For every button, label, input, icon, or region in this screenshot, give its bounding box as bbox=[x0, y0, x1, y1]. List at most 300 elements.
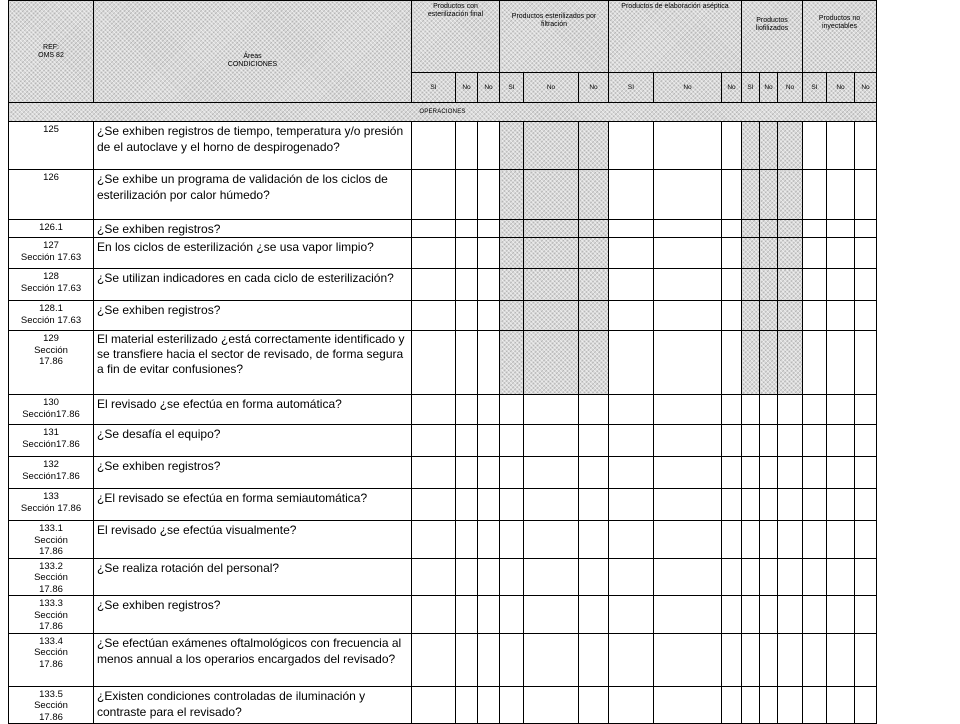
answer-cell[interactable] bbox=[524, 301, 579, 331]
answer-cell[interactable] bbox=[412, 269, 456, 301]
answer-cell[interactable] bbox=[654, 395, 722, 425]
col-header-yes: SI bbox=[412, 73, 456, 103]
answer-cell[interactable] bbox=[456, 521, 478, 559]
header-row-groups bbox=[9, 1, 877, 73]
areas-header bbox=[94, 1, 412, 103]
answer-cell[interactable] bbox=[742, 457, 760, 489]
answer-cell[interactable] bbox=[456, 425, 478, 457]
answer-cell[interactable] bbox=[855, 558, 877, 596]
answer-cell[interactable] bbox=[827, 269, 855, 301]
answer-cell[interactable] bbox=[579, 301, 609, 331]
answer-cell[interactable] bbox=[778, 521, 803, 559]
answer-cell[interactable] bbox=[803, 269, 827, 301]
answer-cell[interactable] bbox=[742, 633, 760, 686]
answer-cell[interactable] bbox=[742, 301, 760, 331]
question-text: ¿Se desafía el equipo? bbox=[94, 425, 412, 457]
answer-cell[interactable] bbox=[412, 170, 456, 220]
answer-cell[interactable] bbox=[478, 686, 500, 724]
checklist-document bbox=[8, 0, 877, 724]
answer-cell[interactable] bbox=[524, 238, 579, 269]
condition-label: CONDICIONES bbox=[227, 60, 278, 68]
answer-cell[interactable] bbox=[722, 331, 742, 395]
answer-cell[interactable] bbox=[778, 269, 803, 301]
item-number: 131 Sección17.86 bbox=[9, 425, 94, 457]
answer-cell[interactable] bbox=[579, 457, 609, 489]
ref-header bbox=[9, 1, 94, 103]
col-header-no: No bbox=[579, 73, 609, 103]
item-number: 133.5 Sección 17.86 bbox=[9, 686, 94, 724]
answer-cell[interactable] bbox=[654, 122, 722, 170]
answer-cell[interactable] bbox=[803, 558, 827, 596]
answer-cell[interactable] bbox=[478, 301, 500, 331]
answer-cell[interactable] bbox=[478, 425, 500, 457]
answer-cell[interactable] bbox=[760, 170, 778, 220]
answer-cell[interactable] bbox=[500, 238, 524, 269]
answer-cell[interactable] bbox=[778, 331, 803, 395]
question-text: ¿Se realiza rotación del personal? bbox=[94, 558, 412, 596]
answer-cell[interactable] bbox=[524, 521, 579, 559]
answer-cell[interactable] bbox=[722, 521, 742, 559]
answer-cell[interactable] bbox=[478, 457, 500, 489]
answer-cell[interactable] bbox=[803, 331, 827, 395]
answer-cell[interactable] bbox=[579, 331, 609, 395]
question-text: ¿Se efectúan exámenes oftalmológicos con frecuencia al menos annual a los operarios encargados del revisado? bbox=[94, 633, 412, 686]
answer-cell[interactable] bbox=[827, 122, 855, 170]
operations-row bbox=[9, 103, 877, 122]
answer-cell[interactable] bbox=[855, 269, 877, 301]
answer-cell[interactable] bbox=[722, 489, 742, 521]
answer-cell[interactable] bbox=[778, 686, 803, 724]
question-text: En los ciclos de esterilización ¿se usa vapor limpio? bbox=[94, 238, 412, 269]
answer-cell[interactable] bbox=[524, 686, 579, 724]
answer-cell[interactable] bbox=[742, 269, 760, 301]
answer-cell[interactable] bbox=[827, 170, 855, 220]
answer-cell[interactable] bbox=[760, 269, 778, 301]
answer-cell[interactable] bbox=[778, 425, 803, 457]
ref-label: REF: bbox=[43, 43, 59, 51]
answer-cell[interactable] bbox=[609, 269, 654, 301]
answer-cell[interactable] bbox=[760, 633, 778, 686]
answer-cell[interactable] bbox=[524, 558, 579, 596]
inspection-table bbox=[8, 0, 877, 724]
question-text: ¿Se exhiben registros? bbox=[94, 220, 412, 238]
answer-cell[interactable] bbox=[722, 558, 742, 596]
answer-cell[interactable] bbox=[609, 558, 654, 596]
answer-cell[interactable] bbox=[778, 457, 803, 489]
answer-cell[interactable] bbox=[478, 269, 500, 301]
answer-cell[interactable] bbox=[855, 521, 877, 559]
answer-cell[interactable] bbox=[609, 686, 654, 724]
answer-cell[interactable] bbox=[654, 558, 722, 596]
answer-cell[interactable] bbox=[500, 301, 524, 331]
answer-cell[interactable] bbox=[803, 220, 827, 238]
answer-cell[interactable] bbox=[722, 220, 742, 238]
answer-cell[interactable] bbox=[609, 331, 654, 395]
answer-cell[interactable] bbox=[456, 633, 478, 686]
answer-cell[interactable] bbox=[760, 489, 778, 521]
answer-cell[interactable] bbox=[500, 558, 524, 596]
answer-cell[interactable] bbox=[827, 220, 855, 238]
answer-cell[interactable] bbox=[742, 170, 760, 220]
answer-cell[interactable] bbox=[803, 521, 827, 559]
answer-cell[interactable] bbox=[524, 170, 579, 220]
answer-cell[interactable] bbox=[579, 220, 609, 238]
answer-cell[interactable] bbox=[722, 170, 742, 220]
answer-cell[interactable] bbox=[500, 170, 524, 220]
answer-cell[interactable] bbox=[803, 596, 827, 634]
answer-cell[interactable] bbox=[760, 301, 778, 331]
answer-cell[interactable] bbox=[500, 521, 524, 559]
answer-cell[interactable] bbox=[524, 220, 579, 238]
answer-cell[interactable] bbox=[722, 238, 742, 269]
answer-cell[interactable] bbox=[742, 395, 760, 425]
answer-cell[interactable] bbox=[579, 122, 609, 170]
answer-cell[interactable] bbox=[827, 425, 855, 457]
answer-cell[interactable] bbox=[827, 558, 855, 596]
answer-cell[interactable] bbox=[412, 558, 456, 596]
answer-cell[interactable] bbox=[609, 395, 654, 425]
answer-cell[interactable] bbox=[803, 633, 827, 686]
answer-cell[interactable] bbox=[579, 170, 609, 220]
answer-cell[interactable] bbox=[524, 331, 579, 395]
item-number: 132 Sección17.86 bbox=[9, 457, 94, 489]
table-row bbox=[9, 122, 877, 170]
col-header-no: No bbox=[456, 73, 478, 103]
answer-cell[interactable] bbox=[478, 521, 500, 559]
answer-cell[interactable] bbox=[742, 521, 760, 559]
operations-header bbox=[9, 103, 877, 122]
answer-cell[interactable] bbox=[456, 596, 478, 634]
answer-cell[interactable] bbox=[654, 301, 722, 331]
group-label: Productos liofilizados bbox=[755, 17, 789, 32]
answer-cell[interactable] bbox=[579, 633, 609, 686]
table-row bbox=[9, 425, 877, 457]
answer-cell[interactable] bbox=[524, 489, 579, 521]
col-header-yes: SI bbox=[500, 73, 524, 103]
answer-cell[interactable] bbox=[722, 633, 742, 686]
answer-cell[interactable] bbox=[412, 686, 456, 724]
answer-cell[interactable] bbox=[855, 457, 877, 489]
item-number: 133.3 Sección 17.86 bbox=[9, 596, 94, 634]
group-header-non-injectable bbox=[803, 1, 877, 73]
ref-code: OMS 82 bbox=[38, 51, 64, 59]
answer-cell[interactable] bbox=[654, 425, 722, 457]
answer-cell[interactable] bbox=[579, 596, 609, 634]
answer-cell[interactable] bbox=[778, 301, 803, 331]
table-row bbox=[9, 269, 877, 301]
answer-cell[interactable] bbox=[500, 686, 524, 724]
answer-cell[interactable] bbox=[456, 122, 478, 170]
group-header-filtration bbox=[500, 1, 609, 73]
item-number: 128.1 Sección 17.63 bbox=[9, 301, 94, 331]
answer-cell[interactable] bbox=[478, 170, 500, 220]
table-row bbox=[9, 489, 877, 521]
answer-cell[interactable] bbox=[478, 596, 500, 634]
answer-cell[interactable] bbox=[456, 301, 478, 331]
answer-cell[interactable] bbox=[579, 269, 609, 301]
answer-cell[interactable] bbox=[803, 301, 827, 331]
answer-cell[interactable] bbox=[722, 122, 742, 170]
answer-cell[interactable] bbox=[412, 301, 456, 331]
answer-cell[interactable] bbox=[456, 269, 478, 301]
group-label: Productos esterilizados por filtración bbox=[511, 13, 597, 28]
answer-cell[interactable] bbox=[478, 122, 500, 170]
answer-cell[interactable] bbox=[827, 331, 855, 395]
answer-cell[interactable] bbox=[827, 686, 855, 724]
answer-cell[interactable] bbox=[803, 457, 827, 489]
answer-cell[interactable] bbox=[456, 489, 478, 521]
answer-cell[interactable] bbox=[827, 633, 855, 686]
item-number: 129 Sección 17.86 bbox=[9, 331, 94, 395]
answer-cell[interactable] bbox=[500, 220, 524, 238]
answer-cell[interactable] bbox=[500, 457, 524, 489]
answer-cell[interactable] bbox=[524, 457, 579, 489]
answer-cell[interactable] bbox=[827, 395, 855, 425]
answer-cell[interactable] bbox=[609, 122, 654, 170]
answer-cell[interactable] bbox=[609, 521, 654, 559]
answer-cell[interactable] bbox=[412, 395, 456, 425]
answer-cell[interactable] bbox=[855, 633, 877, 686]
answer-cell[interactable] bbox=[579, 521, 609, 559]
question-text: El revisado ¿se efectúa en forma automática? bbox=[94, 395, 412, 425]
operations-label: OPERACIONES bbox=[419, 109, 466, 115]
answer-cell[interactable] bbox=[855, 395, 877, 425]
answer-cell[interactable] bbox=[456, 457, 478, 489]
item-number: 133 Sección 17.86 bbox=[9, 489, 94, 521]
answer-cell[interactable] bbox=[827, 521, 855, 559]
answer-cell[interactable] bbox=[778, 558, 803, 596]
answer-cell[interactable] bbox=[412, 238, 456, 269]
answer-cell[interactable] bbox=[760, 596, 778, 634]
answer-cell[interactable] bbox=[778, 596, 803, 634]
answer-cell[interactable] bbox=[654, 521, 722, 559]
col-header-no: No bbox=[855, 73, 877, 103]
answer-cell[interactable] bbox=[742, 122, 760, 170]
answer-cell[interactable] bbox=[778, 489, 803, 521]
answer-cell[interactable] bbox=[855, 331, 877, 395]
answer-cell[interactable] bbox=[500, 489, 524, 521]
col-header-yes: SI bbox=[609, 73, 654, 103]
answer-cell[interactable] bbox=[803, 686, 827, 724]
answer-cell[interactable] bbox=[722, 686, 742, 724]
answer-cell[interactable] bbox=[855, 238, 877, 269]
answer-cell[interactable] bbox=[579, 686, 609, 724]
answer-cell[interactable] bbox=[478, 395, 500, 425]
answer-cell[interactable] bbox=[478, 633, 500, 686]
answer-cell[interactable] bbox=[412, 122, 456, 170]
answer-cell[interactable] bbox=[654, 596, 722, 634]
question-text: ¿Se utilizan indicadores en cada ciclo de esterilización? bbox=[94, 269, 412, 301]
answer-cell[interactable] bbox=[500, 122, 524, 170]
answer-cell[interactable] bbox=[855, 170, 877, 220]
answer-cell[interactable] bbox=[803, 170, 827, 220]
answer-cell[interactable] bbox=[742, 331, 760, 395]
answer-cell[interactable] bbox=[456, 331, 478, 395]
answer-cell[interactable] bbox=[500, 425, 524, 457]
answer-cell[interactable] bbox=[760, 558, 778, 596]
answer-cell[interactable] bbox=[500, 395, 524, 425]
answer-cell[interactable] bbox=[742, 558, 760, 596]
answer-cell[interactable] bbox=[742, 238, 760, 269]
item-number: 133.4 Sección 17.86 bbox=[9, 633, 94, 686]
answer-cell[interactable] bbox=[609, 489, 654, 521]
answer-cell[interactable] bbox=[500, 633, 524, 686]
answer-cell[interactable] bbox=[500, 596, 524, 634]
answer-cell[interactable] bbox=[579, 395, 609, 425]
answer-cell[interactable] bbox=[803, 122, 827, 170]
answer-cell[interactable] bbox=[827, 489, 855, 521]
answer-cell[interactable] bbox=[722, 425, 742, 457]
answer-cell[interactable] bbox=[742, 686, 760, 724]
answer-cell[interactable] bbox=[803, 425, 827, 457]
answer-cell[interactable] bbox=[654, 457, 722, 489]
answer-cell[interactable] bbox=[654, 489, 722, 521]
answer-cell[interactable] bbox=[855, 122, 877, 170]
question-text: ¿Se exhibe un programa de validación de los ciclos de esterilización por calor húmedo? bbox=[94, 170, 412, 220]
answer-cell[interactable] bbox=[803, 238, 827, 269]
item-number: 126 bbox=[9, 170, 94, 220]
answer-cell[interactable] bbox=[760, 220, 778, 238]
answer-cell[interactable] bbox=[855, 489, 877, 521]
answer-cell[interactable] bbox=[760, 521, 778, 559]
answer-cell[interactable] bbox=[855, 686, 877, 724]
answer-cell[interactable] bbox=[760, 331, 778, 395]
answer-cell[interactable] bbox=[654, 238, 722, 269]
answer-cell[interactable] bbox=[654, 170, 722, 220]
answer-cell[interactable] bbox=[456, 220, 478, 238]
answer-cell[interactable] bbox=[778, 395, 803, 425]
question-text: ¿Se exhiben registros? bbox=[94, 301, 412, 331]
question-text: ¿Se exhiben registros de tiempo, temperatura y/o presión de el autoclave y el horno de despirogenado? bbox=[94, 122, 412, 170]
answer-cell[interactable] bbox=[412, 596, 456, 634]
answer-cell[interactable] bbox=[760, 686, 778, 724]
answer-cell[interactable] bbox=[742, 489, 760, 521]
answer-cell[interactable] bbox=[412, 457, 456, 489]
table-row bbox=[9, 170, 877, 220]
answer-cell[interactable] bbox=[609, 457, 654, 489]
table-row bbox=[9, 457, 877, 489]
answer-cell[interactable] bbox=[478, 220, 500, 238]
answer-cell[interactable] bbox=[524, 596, 579, 634]
answer-cell[interactable] bbox=[827, 457, 855, 489]
answer-cell[interactable] bbox=[579, 558, 609, 596]
item-number: 128 Sección 17.63 bbox=[9, 269, 94, 301]
answer-cell[interactable] bbox=[524, 395, 579, 425]
answer-cell[interactable] bbox=[722, 269, 742, 301]
answer-cell[interactable] bbox=[778, 122, 803, 170]
answer-cell[interactable] bbox=[579, 425, 609, 457]
answer-cell[interactable] bbox=[579, 238, 609, 269]
answer-cell[interactable] bbox=[412, 489, 456, 521]
col-header-no: No bbox=[524, 73, 579, 103]
item-number: 127 Sección 17.63 bbox=[9, 238, 94, 269]
answer-cell[interactable] bbox=[456, 170, 478, 220]
answer-cell[interactable] bbox=[778, 238, 803, 269]
answer-cell[interactable] bbox=[412, 220, 456, 238]
table-row bbox=[9, 633, 877, 686]
question-text: ¿Existen condiciones controladas de iluminación y contraste para el revisado? bbox=[94, 686, 412, 724]
answer-cell[interactable] bbox=[803, 395, 827, 425]
answer-cell[interactable] bbox=[478, 489, 500, 521]
answer-cell[interactable] bbox=[456, 395, 478, 425]
answer-cell[interactable] bbox=[456, 558, 478, 596]
group-label: Productos con esterilización final bbox=[427, 3, 484, 18]
answer-cell[interactable] bbox=[855, 220, 877, 238]
answer-cell[interactable] bbox=[722, 301, 742, 331]
answer-cell[interactable] bbox=[722, 457, 742, 489]
answer-cell[interactable] bbox=[742, 596, 760, 634]
group-header-aseptic bbox=[609, 1, 742, 73]
answer-cell[interactable] bbox=[609, 301, 654, 331]
answer-cell[interactable] bbox=[412, 425, 456, 457]
question-text: El revisado ¿se efectúa visualmente? bbox=[94, 521, 412, 559]
answer-cell[interactable] bbox=[654, 633, 722, 686]
answer-cell[interactable] bbox=[524, 633, 579, 686]
answer-cell[interactable] bbox=[742, 425, 760, 457]
answer-cell[interactable] bbox=[609, 596, 654, 634]
answer-cell[interactable] bbox=[760, 122, 778, 170]
answer-cell[interactable] bbox=[579, 489, 609, 521]
answer-cell[interactable] bbox=[778, 220, 803, 238]
answer-cell[interactable] bbox=[855, 301, 877, 331]
answer-cell[interactable] bbox=[609, 425, 654, 457]
answer-cell[interactable] bbox=[722, 395, 742, 425]
answer-cell[interactable] bbox=[827, 596, 855, 634]
answer-cell[interactable] bbox=[609, 238, 654, 269]
answer-cell[interactable] bbox=[412, 331, 456, 395]
answer-cell[interactable] bbox=[456, 686, 478, 724]
table-row bbox=[9, 238, 877, 269]
answer-cell[interactable] bbox=[742, 220, 760, 238]
answer-cell[interactable] bbox=[778, 633, 803, 686]
answer-cell[interactable] bbox=[412, 633, 456, 686]
answer-cell[interactable] bbox=[524, 122, 579, 170]
col-header-yes: SI bbox=[803, 73, 827, 103]
answer-cell[interactable] bbox=[609, 220, 654, 238]
answer-cell[interactable] bbox=[478, 558, 500, 596]
answer-cell[interactable] bbox=[524, 269, 579, 301]
table-row bbox=[9, 596, 877, 634]
col-header-no: No bbox=[654, 73, 722, 103]
question-text: ¿El revisado se efectúa en forma semiautomática? bbox=[94, 489, 412, 521]
answer-cell[interactable] bbox=[500, 269, 524, 301]
answer-cell[interactable] bbox=[412, 521, 456, 559]
answer-cell[interactable] bbox=[827, 238, 855, 269]
answer-cell[interactable] bbox=[855, 596, 877, 634]
answer-cell[interactable] bbox=[778, 170, 803, 220]
answer-cell[interactable] bbox=[855, 425, 877, 457]
answer-cell[interactable] bbox=[654, 269, 722, 301]
answer-cell[interactable] bbox=[760, 238, 778, 269]
answer-cell[interactable] bbox=[654, 686, 722, 724]
answer-cell[interactable] bbox=[827, 301, 855, 331]
answer-cell[interactable] bbox=[478, 238, 500, 269]
answer-cell[interactable] bbox=[760, 457, 778, 489]
table-row bbox=[9, 331, 877, 395]
answer-cell[interactable] bbox=[803, 489, 827, 521]
answer-cell[interactable] bbox=[722, 596, 742, 634]
answer-cell[interactable] bbox=[524, 425, 579, 457]
answer-cell[interactable] bbox=[654, 331, 722, 395]
answer-cell[interactable] bbox=[609, 170, 654, 220]
answer-cell[interactable] bbox=[478, 331, 500, 395]
answer-cell[interactable] bbox=[760, 395, 778, 425]
answer-cell[interactable] bbox=[456, 238, 478, 269]
answer-cell[interactable] bbox=[654, 220, 722, 238]
answer-cell[interactable] bbox=[609, 633, 654, 686]
answer-cell[interactable] bbox=[500, 331, 524, 395]
answer-cell[interactable] bbox=[760, 425, 778, 457]
